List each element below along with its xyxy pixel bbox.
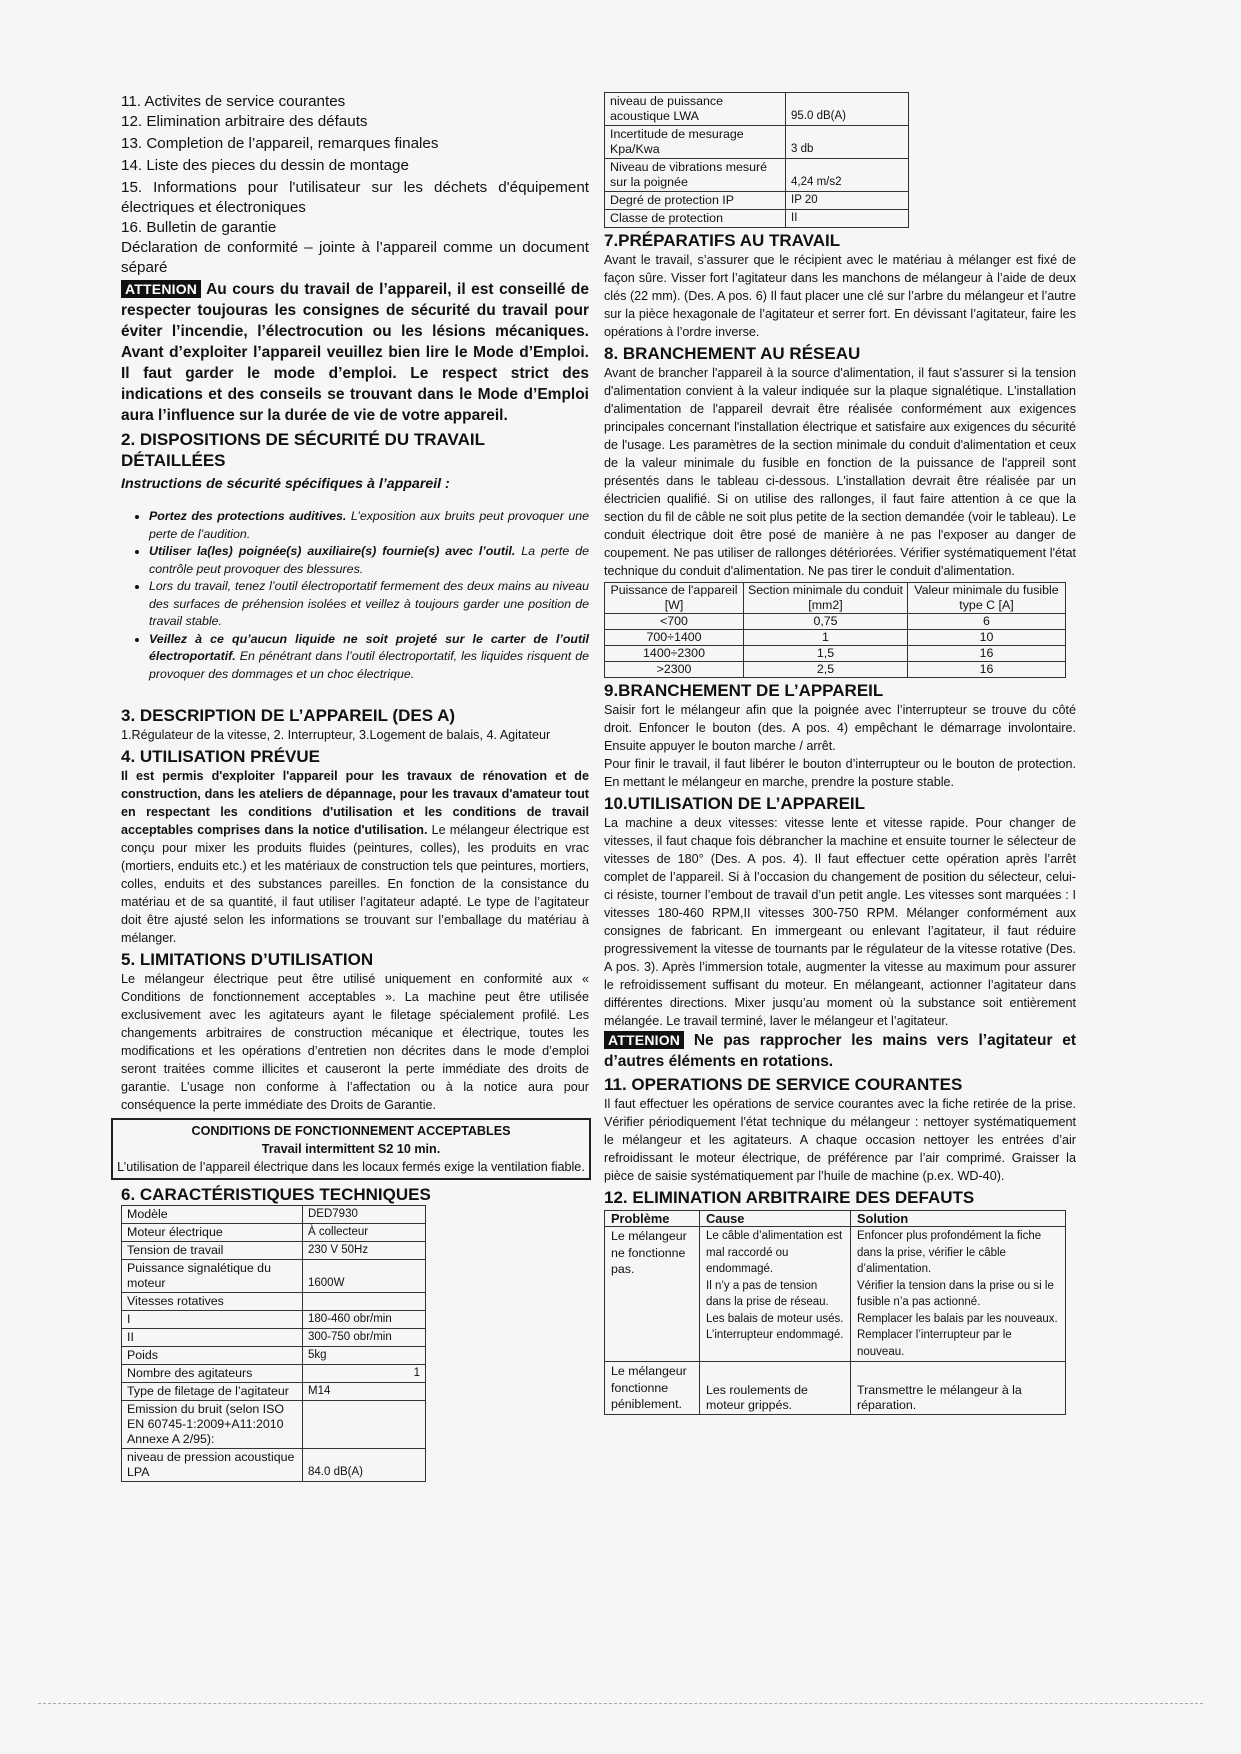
table-row (122, 1206, 426, 1224)
specs-table-continued (604, 92, 909, 228)
spec-label: Emission du bruit (selon ISO EN 60745-1:2009+A11:2010 Annexe A 2/95): (122, 1401, 303, 1449)
toc-item: 14. Liste des pieces du dessin de montage (121, 157, 409, 174)
spec-value: 5kg (303, 1347, 426, 1365)
table-cell: Le mélangeur ne fonctionne pas. (605, 1227, 700, 1362)
spec-value (303, 1293, 426, 1311)
table-row (122, 1449, 426, 1482)
table-cell: Le mélangeur fonctionne péniblement. (605, 1362, 700, 1415)
spec-label: I (122, 1311, 303, 1329)
table-header: Puissance de l'appareil [W] (605, 583, 744, 614)
spec-value: 1 (303, 1365, 426, 1383)
spec-label: Moteur électrique (122, 1224, 303, 1242)
left-column (117, 92, 589, 1482)
spec-label: Tension de travail (122, 1242, 303, 1260)
section-4-title: 4. UTILISATION PRÉVUE (121, 747, 320, 766)
conditions-subtitle: Travail intermittent S2 10 min. (261, 1142, 441, 1156)
spec-value: II (786, 210, 909, 228)
table-row (122, 1311, 426, 1329)
spec-label: Puissance signalétique du moteur (122, 1260, 303, 1293)
spec-value (303, 1401, 426, 1449)
table-cell: Transmettre le mélangeur à la réparation. (851, 1362, 1066, 1415)
fault-table (604, 1210, 1066, 1415)
table-row (122, 1383, 426, 1401)
list-item: • Utiliser la(les) poignée(s) auxiliaire(s) fournie(s) avec l’outil. La perte de contrôle peut provoquer des blessures. (149, 543, 589, 578)
section-11-text: Il faut effectuer les opérations de service courantes avec la fiche retirée de la prise. Vérifier périodiquement l'état technique du mélangeur : nettoyer systématiquement le mélangeur et les agitateurs. A chaque occasion nettoyer les entrées d’air refroidissant le moteur électrique, de préférence par l’air comprimé. Graisser la pièce de saisie systématiquement par l’huile de machine (p.ex. WD-40). (604, 1097, 1076, 1183)
table-row (605, 1362, 1066, 1415)
footer-divider (38, 1703, 1203, 1704)
spec-value: 84.0 dB(A) (303, 1449, 426, 1482)
section-7-text: Avant le travail, s’assurer que le récipient avec le matériau à mélanger est fixé de façon sûre. Visser fort l’agitateur dans les manchons de mélangeur à l’aide de deux clés (22 mm). (Des. A pos. 6) Il faut placer une clé sur l’arbre du mélangeur et l’autre sur la pièce hexagonale de l’agitateur et serrer fort. En dévissant l’agitateur, faire les opérations à l’ordre inverse. (604, 253, 1076, 339)
section-8-title: 8. BRANCHEMENT AU RÉSEAU (604, 344, 861, 363)
table-row (122, 1224, 426, 1242)
spec-value: M14 (303, 1383, 426, 1401)
table-row (605, 662, 1066, 678)
table-cell: 1,5 (744, 646, 908, 662)
table-cell: Enfoncer plus profondément la fiche dans la prise, vérifier le câble d’alimentation. Vérifier la tension dans la prise ou si le fusible n’a pas actionné. Remplacer les balais par les nouveaux. Remplacer l’interrupteur par le nouveau. (851, 1227, 1066, 1362)
table-row (122, 1401, 426, 1449)
section-9-text-2: Pour finir le travail, il faut libérer le bouton d’interrupteur ou le bouton de protection. En mettant le mélangeur en marche, prendre la posture stable. (604, 757, 1076, 789)
table-row (605, 159, 909, 192)
section-5-text: Le mélangeur électrique peut être utilisé uniquement en conformité aux « Conditions de fonctionnement acceptables ». La machine peut être utilisée exclusivement avec les agitateurs ayant le filetage spécialement profilé. Les changements arbitraires de construction mécanique et électrique, toutes les modifications et les opérations d’entretien non décrites dans le mode d’emploi seront traitées comme illicites et causeront la perte immédiate des droits de garantie. L’usage non conforme à l’affectation ou à la notice aura pour conséquence la perte immédiate des Droits de Garantie. (121, 972, 589, 1112)
section-2-title: 2. DISPOSITIONS DE SÉCURITÉ DU TRAVAIL DÉTAILLÉES (121, 430, 485, 470)
table-row (605, 93, 909, 126)
toc-item: Déclaration de conformité – jointe à l’appareil comme un document séparé (121, 239, 589, 276)
table-of-contents (121, 92, 589, 278)
safety-warning (121, 279, 589, 426)
table-row (122, 1347, 426, 1365)
table-row (122, 1329, 426, 1347)
spec-label: niveau de pression acoustique LPA (122, 1449, 303, 1482)
table-row (605, 614, 1066, 630)
spec-label: Modèle (122, 1206, 303, 1224)
conditions-title: CONDITIONS DE FONCTIONNEMENT ACCEPTABLES (191, 1124, 511, 1138)
section-6-title: 6. CARACTÉRISTIQUES TECHNIQUES (121, 1185, 431, 1204)
section-12-title: 12. ELIMINATION ARBITRAIRE DES DEFAUTS (604, 1188, 975, 1207)
table-row (605, 646, 1066, 662)
toc-item: 12. Elimination arbitraire des défauts (121, 113, 368, 130)
spec-label: Classe de protection (605, 210, 786, 228)
section-10-warning: ATTENION Ne pas rapprocher les mains vers l’agitateur et d’autres éléments en rotations. (604, 1032, 1076, 1070)
specs-table (121, 1205, 426, 1482)
table-row (122, 1242, 426, 1260)
section-7-title: 7.PRÉPARATIFS AU TRAVAIL (604, 231, 841, 250)
list-item: • Veillez à ce qu’aucun liquide ne soit projeté sur le carter de l’outil électroportatif. En pénétrant dans l’outil électroportatif, les liquides risquent de provoquer des dommages et un choc électrique. (149, 631, 589, 684)
conditions-text: L’utilisation de l’appareil électrique dans les locaux fermés exige la ventilation fiable. (117, 1160, 585, 1174)
section-10-title: 10.UTILISATION DE L’APPAREIL (604, 794, 866, 813)
spec-value: 4,24 m/s2 (786, 159, 909, 192)
conditions-box (111, 1118, 591, 1180)
table-row (605, 192, 909, 210)
section-10-text: La machine a deux vitesses: vitesse lente et vitesse rapide. Pour changer de vitesses, il faut chaque fois débrancher la machine et ensuite tourner le sélecteur de vitesses de 180° (Des. A pos. 4). Il faut effectuer cette opération après l’arrêt complet de l’appareil. Si à l’occasion du changement de position du sélecteur, celui-ci résiste, tourner l’embout de travail d’un petit angle. Les vitesses sont marquées : I vitesses 180-460 RPM,II vitesses 300-750 RPM. Mélanger conformément aux consignes de fabricant. En immergeant ou enlevant l’agitateur, il faut réduire progressivement la vitesse de tournants par le régulateur de la vitesse rotative (Des. A pos. 3). Après l’immersion totale, augmenter la vitesse au maximum pour assurer le refroidissement suffisant du moteur. En mélangeant, actionner l’agitateur dans différentes directions. Mixer jusqu’au moment où la substance soit entièrement mélangée. Le travail terminé, laver le mélangeur et l’agitateur. (604, 816, 1076, 1028)
table-row (605, 210, 909, 228)
safety-bullet-list (121, 508, 589, 683)
table-header: Solution (851, 1211, 1066, 1227)
table-header: Problème (605, 1211, 700, 1227)
table-cell: 700÷1400 (605, 630, 744, 646)
fuse-table (604, 582, 1066, 678)
table-row (122, 1260, 426, 1293)
spec-value: 3 db (786, 126, 909, 159)
table-header: Valeur minimale du fusible type C [A] (908, 583, 1066, 614)
table-cell: 16 (908, 646, 1066, 662)
table-header: Section minimale du conduit [mm2] (744, 583, 908, 614)
spec-label: Vitesses rotatives (122, 1293, 303, 1311)
list-item: • Lors du travail, tenez l’outil électroportatif fermement des deux mains au niveau des surfaces de préhension isolées et veillez à toujours garder une position de travail stable. (149, 578, 589, 631)
section-11-title: 11. OPERATIONS DE SERVICE COURANTES (604, 1075, 963, 1094)
section-3-text: 1.Régulateur de la vitesse, 2. Interrupteur, 3.Logement de balais, 4. Agitateur (121, 728, 551, 742)
safety-warning-text: Au cours du travail de l’appareil, il est conseillé de respecter toujouras les consignes de sécurité du travail pour éviter l’incendie, l’électrocution ou les lésions mécaniques. Avant d’exploiter l’appareil veuillez bien lire le Mode d’Emploi. Il faut garder le mode d’emploi. Le respect strict des indications et des conseils se trouvant dans le Mode d’Emploi aura l’influence sur la durée de vie de votre appareil. (121, 281, 589, 424)
spec-label: niveau de puissance acoustique LWA (605, 93, 786, 126)
section-3-title: 3. DESCRIPTION DE L’APPAREIL (DES A) (121, 706, 456, 725)
toc-item: 16. Bulletin de garantie (121, 219, 277, 236)
spec-value: 180-460 obr/min (303, 1311, 426, 1329)
spec-label: Incertitude de mesurage Kpa/Kwa (605, 126, 786, 159)
spec-value: 1600W (303, 1260, 426, 1293)
table-cell: Les roulements de moteur grippés. (700, 1362, 851, 1415)
section-2-subtitle: Instructions de sécurité spécifiques à l’appareil : (121, 476, 450, 492)
table-cell: 2,5 (744, 662, 908, 678)
spec-value: À collecteur (303, 1224, 426, 1242)
table-cell: 10 (908, 630, 1066, 646)
table-cell: 1 (744, 630, 908, 646)
spec-label: Niveau de vibrations mesuré sur la poignée (605, 159, 786, 192)
section-9-title: 9.BRANCHEMENT DE L’APPAREIL (604, 681, 884, 700)
spec-label: Type de filetage de l’agitateur (122, 1383, 303, 1401)
table-cell: 1400÷2300 (605, 646, 744, 662)
spec-label: Nombre des agitateurs (122, 1365, 303, 1383)
table-cell: Le câble d’alimentation est mal raccordé ou endommagé. Il n’y a pas de tension dans la prise de réseau. Les balais de moteur usés. L’interrupteur endommagé. (700, 1227, 851, 1362)
table-cell: >2300 (605, 662, 744, 678)
spec-value: DED7930 (303, 1206, 426, 1224)
spec-label: II (122, 1329, 303, 1347)
section-4-text: Il est permis d'exploiter l'appareil pour les travaux de rénovation et de construction, dans les ateliers de dépannage, pour les travaux d'amateur tout en respectant les conditions d'utilisation et les conditions de travail acceptables comprises dans la notice d'utilisation. Le mélangeur électrique est conçu pour mixer les produits fluides (peintures, colles), les produits en vrac (mortiers, enduits etc.) et les matériaux de construction tels que peintures, mortiers, colles, enduits et des substances pareilles. En fonction de la consistance du matériau et de sa quantité, il faut utiliser l’agitateur adapté. Le type de l’agitateur doit être ajusté selon les informations se trouvant sur l’emballage du matériau à mélanger. (121, 769, 589, 945)
table-cell: 0,75 (744, 614, 908, 630)
section-8-text: Avant de brancher l'appareil à la source d'alimentation, il faut s'assurer si la tension d'alimentation convient à la valeur indiquée sur la plaque signalétique. L'installation d'alimentation de l'appareil devrait être réalisée conformément aux exigences principales concernant l'installation électrique et satisfaire aux exigences du sécurité de l'usage. Les paramètres de la section minimale du conduit d'alimentation et ceux de la valeur minimale du fusible en fonction de la puissance de l'appreil sont présentés dans le tableau ci-dessous. L'installation devrait être réalisée par un électricien qualifié. Si on utilise des rallonges, il faut faire attention à ce que la section du fil de câble ne soit plus petite de la section demandée (voir le tableau). Le conduit électrique doit être posé de manière à ne pas l'exposer au danger de coupement. Ne pas utiliser de rallonges détériorées. Vérifier systématiquement l'état technique du conduit d'alimentation. Ne pas tirer le conduit d'alimentation. (604, 366, 1076, 578)
table-header: Cause (700, 1211, 851, 1227)
table-cell: <700 (605, 614, 744, 630)
table-row (122, 1293, 426, 1311)
list-item: • Portez des protections auditives. L’exposition aux bruits peut provoquer une perte de l’audition. (149, 508, 589, 543)
spec-value: 95.0 dB(A) (786, 93, 909, 126)
spec-value: 300-750 obr/min (303, 1329, 426, 1347)
spec-label: Poids (122, 1347, 303, 1365)
section-9-text-1: Saisir fort le mélangeur afin que la poignée avec l’interrupteur se trouve du côté droit. Enfoncer le bouton (des. A pos. 4) empêchant le démarrage involontaire. Ensuite appuyer le bouton marche / arrêt. (604, 703, 1076, 753)
spec-label: Degré de protection IP (605, 192, 786, 210)
table-cell: 6 (908, 614, 1066, 630)
toc-item: 13. Completion de l’appareil, remarques finales (121, 135, 439, 152)
spec-value: 230 V 50Hz (303, 1242, 426, 1260)
table-cell: 16 (908, 662, 1066, 678)
table-row (605, 1227, 1066, 1362)
attention-badge: ATTENION (121, 280, 201, 298)
table-row (605, 126, 909, 159)
table-row (122, 1365, 426, 1383)
toc-item: 11. Activites de service courantes (121, 93, 346, 110)
spec-value: IP 20 (786, 192, 909, 210)
attention-badge: ATTENION (604, 1031, 684, 1049)
section-5-title: 5. LIMITATIONS D’UTILISATION (121, 950, 374, 969)
toc-item: 15. Informations pour l'utilisateur sur les déchets d'équipement électriques et électroniques (121, 179, 589, 216)
table-row (605, 630, 1066, 646)
right-column (604, 94, 1076, 1415)
